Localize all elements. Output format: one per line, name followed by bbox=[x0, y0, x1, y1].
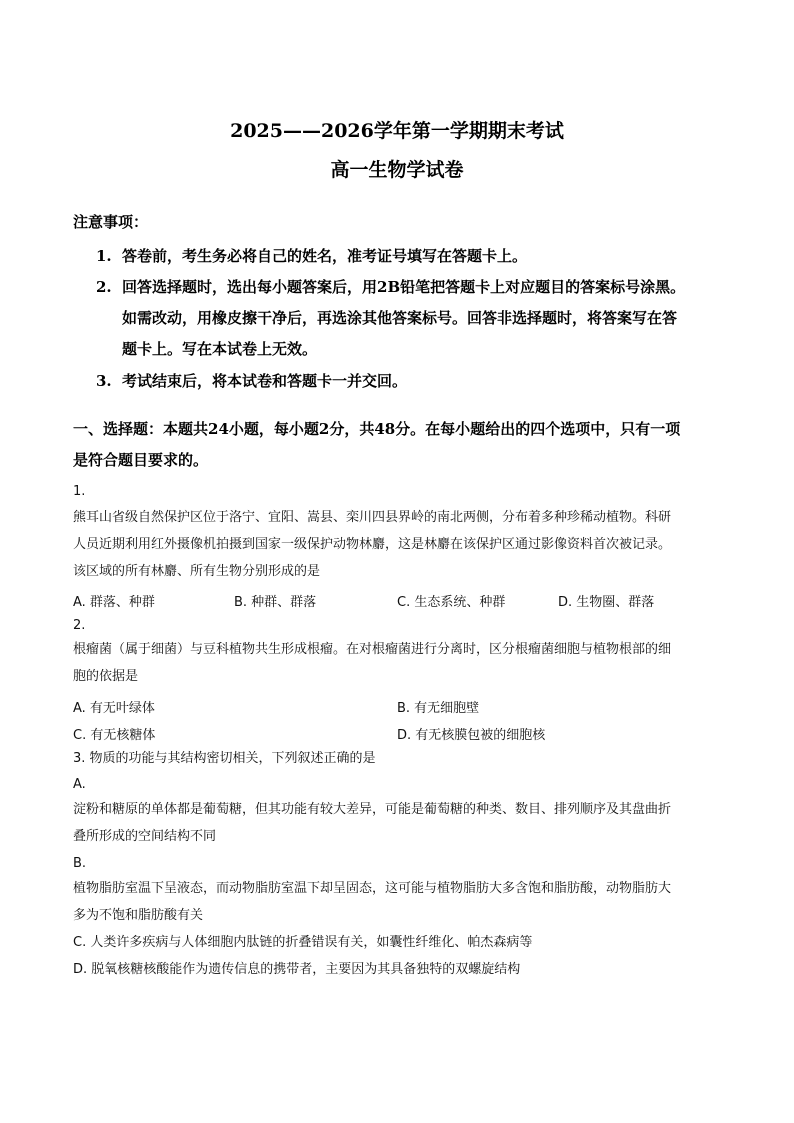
question-1-stem-line: 该区域的所有林麝、所有生物分别形成的是 bbox=[73, 564, 321, 579]
question-3-option-b-text: 多为不饱和脂肪酸有关 bbox=[73, 908, 204, 923]
question-3-option-d: D. 脱氧核糖核酸能作为遗传信息的携带者，主要因为其具备独特的双螺旋结构 bbox=[73, 962, 521, 977]
exam-subtitle: 高一生物学试卷 bbox=[330, 159, 464, 181]
note-number: 3. bbox=[96, 372, 112, 390]
question-3-option-a-label: A. bbox=[73, 777, 86, 792]
question-3-option-a-text: 叠所形成的空间结构不同 bbox=[73, 829, 217, 844]
question-3-option-b-text: 植物脂肪室温下呈液态，而动物脂肪室温下却呈固态，这可能与植物脂肪大多含饱和脂肪酸，动物脂肪大 bbox=[73, 881, 672, 896]
question-2-option-d: D. 有无核膜包被的细胞核 bbox=[397, 728, 546, 743]
question-2-stem-line: 根瘤菌（属于细菌）与豆科植物共生形成根瘤。在对根瘤菌进行分离时，区分根瘤菌细胞与植物根部的细 bbox=[73, 642, 672, 657]
exam-title: 2025——2026学年第一学期期末考试 bbox=[230, 120, 564, 142]
question-2-number: 2. bbox=[73, 618, 86, 633]
note-text: 答卷前，考生务必将自己的姓名，准考证号填写在答题卡上。 bbox=[122, 247, 528, 265]
note-text: 考试结束后，将本试卷和答题卡一并交回。 bbox=[122, 372, 408, 390]
question-3-option-b-label: B. bbox=[73, 856, 87, 871]
note-text-line: 题卡上。写在本试卷上无效。 bbox=[122, 340, 318, 358]
question-1-option-d: D. 生物圈、群落 bbox=[558, 595, 655, 610]
section-heading-line: 一、选择题：本题共24小题，每小题2分，共48分。在每小题给出的四个选项中，只有一项 bbox=[73, 420, 681, 438]
note-text-line: 回答选择题时，选出每小题答案后，用2B铅笔把答题卡上对应题目的答案标号涂黑。 bbox=[122, 278, 686, 296]
note-text-line: 如需改动，用橡皮擦干净后，再选涂其他答案标号。回答非选择题时，将答案写在答 bbox=[122, 309, 678, 327]
question-2-option-c: C. 有无核糖体 bbox=[73, 728, 156, 743]
question-3-stem: 3. 物质的功能与其结构密切相关，下列叙述正确的是 bbox=[73, 751, 376, 766]
question-2-stem-line: 胞的依据是 bbox=[73, 669, 139, 684]
question-1-stem-line: 熊耳山省级自然保护区位于洛宁、宜阳、嵩县、栾川四县界岭的南北两侧，分布着多种珍稀动植物。科研 bbox=[73, 510, 672, 525]
question-1-number: 1. bbox=[73, 484, 86, 499]
section-heading bbox=[73, 414, 723, 476]
question-1-option-a: A. 群落、种群 bbox=[73, 595, 155, 610]
note-number: 2. bbox=[96, 278, 112, 296]
question-1-option-c: C. 生态系统、种群 bbox=[397, 595, 506, 610]
question-2-option-a: A. 有无叶绿体 bbox=[73, 701, 155, 716]
note-number: 1. bbox=[96, 247, 112, 265]
question-1-option-b: B. 种群、群落 bbox=[234, 595, 317, 610]
question-3-option-a-text: 淀粉和糖原的单体都是葡萄糖，但其功能有较大差异，可能是葡萄糖的种类、数目、排列顺序及其盘曲折 bbox=[73, 802, 672, 817]
section-heading-line: 是符合题目要求的。 bbox=[73, 451, 209, 469]
question-3-option-c: C. 人类许多疾病与人体细胞内肽链的折叠错误有关，如囊性纤维化、帕杰森病等 bbox=[73, 935, 533, 950]
notes-heading: 注意事项： bbox=[73, 213, 149, 231]
question-2-option-b: B. 有无细胞壁 bbox=[397, 701, 480, 716]
question-1-stem-line: 人员近期利用红外摄像机拍摄到国家一级保护动物林麝，这是林麝在该保护区通过影像资料首次被记录。 bbox=[73, 537, 672, 552]
